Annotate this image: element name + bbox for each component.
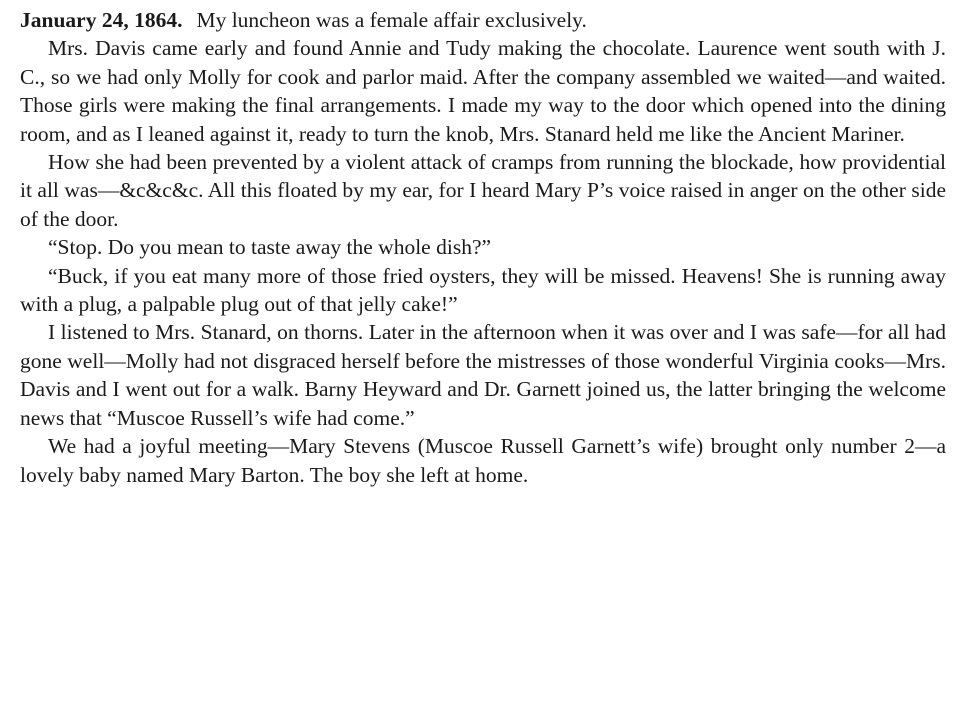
entry-date: January 24, 1864. [20,8,183,32]
paragraph-mrs-stanard: How she had been prevented by a violent attack of cramps from running the blockade, how providential it all was—&c&c&c. All this floated by my ear, for I heard Mary P’s voice raised in anger on the other side of the door. [20,150,946,231]
opening-sentence: My luncheon was a female affair exclusively. [196,8,587,32]
diary-entry-opening [20,6,946,34]
paragraph-quote-buck: “Buck, if you eat many more of those fried oysters, they will be missed. Heavens! She is running away with a plug, a palpable plug out of that jelly cake!” [20,263,946,317]
paragraph-afternoon-walk: I listened to Mrs. Stanard, on thorns. Later in the afternoon when it was over and I was safe—for all had gone well—Molly had not disgraced herself before the mistresses of those wonderful Virginia cooks—Mrs. Davis and I went out for a walk. Barny Heyward and Dr. Garnett joined us, the latter bringing the welcome news that “Muscoe Russell’s wife had come.” [20,320,946,430]
paragraph-quote-stop: “Stop. Do you mean to taste away the whole dish?” [48,235,492,260]
paragraph-joyful-meeting: We had a joyful meeting—Mary Stevens (Muscoe Russell Garnett’s wife) brought only number 2—a lovely baby named Mary Barton. The boy she left at home. [20,434,946,487]
paragraph-luncheon-preparations: Mrs. Davis came early and found Annie and Tudy making the chocolate. Laurence went south with J. C., so we had only Molly for cook and parlor maid. After the company assembled we waited—and waited. Those girls were making the final arrangements. I made my way to the door which opened into the dining room, and as I leaned against it, ready to turn the knob, Mrs. Stanard held me like the Ancient Mariner. [20,36,946,146]
